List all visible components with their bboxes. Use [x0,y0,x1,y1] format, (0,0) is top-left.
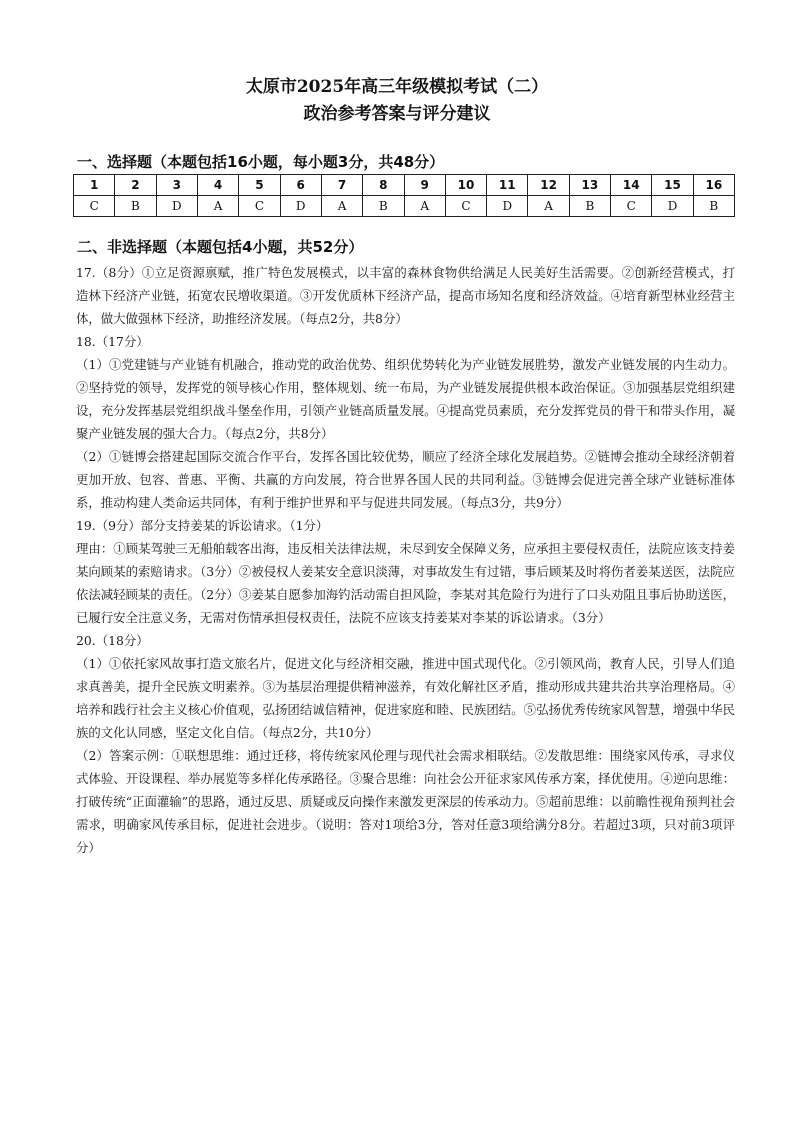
question-number-row [74,175,735,196]
answer-cell: A [528,196,569,217]
answer-cell: D [652,196,693,217]
answer-cell: B [569,196,610,217]
section-heading-choice: 一、选择题（本题包括16小题，每小题3分，共48分） [77,153,445,171]
answer-paragraph-q17: 17.（8分）①立足资源禀赋，推广特色发展模式，以丰富的森林食物供给满足人民美好生活需要。②创新经营模式，打造林下经济产业链，拓宽农民增收渠道。③开发优质林下经济产品，提高市场知名度和经济效益。④培育新型林业经营主体，做大做强林下经济，助推经济发展。（每点2分，共8分） [76,265,735,326]
answer-cell: B [693,196,734,217]
answer-cell: B [363,196,404,217]
question-number: 14 [611,175,652,196]
question-number: 15 [652,175,693,196]
answer-paragraph-q18-part2: （2）①链博会搭建起国际交流合作平台，发挥各国比较优势，顺应了经济全球化发展趋势。②链博会推动全球经济朝着更加开放、包容、普惠、平衡、共赢的方向发展，符合世界各国人民的共同利益。③链博会促进完善全球产业链标准体系，推动构建人类命运共同体，有利于维护世界和平与促进共同发展。（每点3分，共9分） [76,449,735,510]
multiple-choice-answer-table [73,174,735,217]
answer-cell: D [487,196,528,217]
question-number: 8 [363,175,404,196]
answer-paragraph-q20-part1: （1）①依托家风故事打造文旅名片，促进文化与经济相交融，推进中国式现代化。②引领风尚，教育人民，引导人们追求真善美，提升全民族文明素养。③为基层治理提供精神滋养，有效化解社区矛盾，推动形成共建共治共享治理格局。④培养和践行社会主义核心价值观，弘扬团结诚信精神，促进家庭和睦、民族团结。⑤弘扬优秀传统家风智慧，增强中华民族的文化认同感，坚定文化自信。（每点2分，共10分） [76,656,735,740]
question-number: 6 [280,175,321,196]
question-number: 5 [239,175,280,196]
answer-cell: A [197,196,238,217]
question-number: 7 [321,175,362,196]
document-subtitle: 政治参考答案与评分建议 [303,104,491,124]
answer-cell: D [156,196,197,217]
question-number: 10 [445,175,486,196]
answer-cell: C [445,196,486,217]
answer-cell: C [74,196,115,217]
answer-cell: A [321,196,362,217]
question-number: 3 [156,175,197,196]
question-number: 12 [528,175,569,196]
answer-cell: C [611,196,652,217]
answer-paragraph-q18-part1: （1）①党建链与产业链有机融合，推动党的政治优势、组织优势转化为产业链发展胜势，激发产业链发展的内生动力。②坚持党的领导，发挥党的领导核心作用，整体规划、统一布局，为产业链发展提供根本政治保证。③加强基层党组织建设，充分发挥基层党组织战斗堡垒作用，引领产业链高质量发展。④提高党员素质，充分发挥党员的骨干和带头作用，凝聚产业链发展的强大合力。（每点2分，共8分） [76,357,735,441]
answer-body [76,261,735,859]
answer-paragraph-q19-reason: 理由：①顾某驾驶三无船舶载客出海，违反相关法律法规，未尽到安全保障义务，应承担主要侵权责任，法院应该支持姜某向顾某的索赔请求。（3分）②被侵权人姜某安全意识淡薄，对事故发生有过错，事后顾某及时将伤者姜某送医，法院应依法减轻顾某的责任。（2分）③姜某自愿参加海钓活动需自担风险，李某对其危险行为进行了口头劝阻且事后协助送医，已履行安全注意义务，无需对伤情承担侵权责任，法院不应该支持姜某对李某的诉讼请求。（3分） [76,541,735,625]
answer-paragraph-q20-part2: （2）答案示例：①联想思维：通过迁移，将传统家风伦理与现代社会需求相联结。②发散思维：围绕家风传承，寻求仪式体验、开设课程、举办展览等多样化传承路径。③聚合思维：向社会公开征求家风传承方案，择优使用。④逆向思维：打破传统“正面灌输”的思路，通过反思、质疑或反向操作来激发更深层的传承动力。⑤超前思维：以前瞻性视角预判社会需求，明确家风传承目标，促进社会进步。（说明：答对1项给3分，答对任意3项给满分8分。若超过3项，只对前3项评分） [76,748,735,855]
answer-cell: D [280,196,321,217]
question-number: 11 [487,175,528,196]
answer-paragraph-q18-heading: 18.（17分） [76,334,149,349]
section-heading-nonchoice: 二、非选择题（本题包括4小题，共52分） [77,238,364,256]
question-number: 4 [197,175,238,196]
question-number: 16 [693,175,734,196]
question-number: 2 [115,175,156,196]
document-title: 太原市2025年高三年级模拟考试（二） [245,77,549,97]
answer-cell: B [115,196,156,217]
answer-paragraph-q20-heading: 20.（18分） [76,633,149,648]
question-number: 9 [404,175,445,196]
question-number: 13 [569,175,610,196]
answer-row [74,196,735,217]
question-number: 1 [74,175,115,196]
answer-paragraph-q19: 19.（9分）部分支持姜某的诉讼请求。（1分） [76,518,329,533]
answer-cell: A [404,196,445,217]
answer-cell: C [239,196,280,217]
